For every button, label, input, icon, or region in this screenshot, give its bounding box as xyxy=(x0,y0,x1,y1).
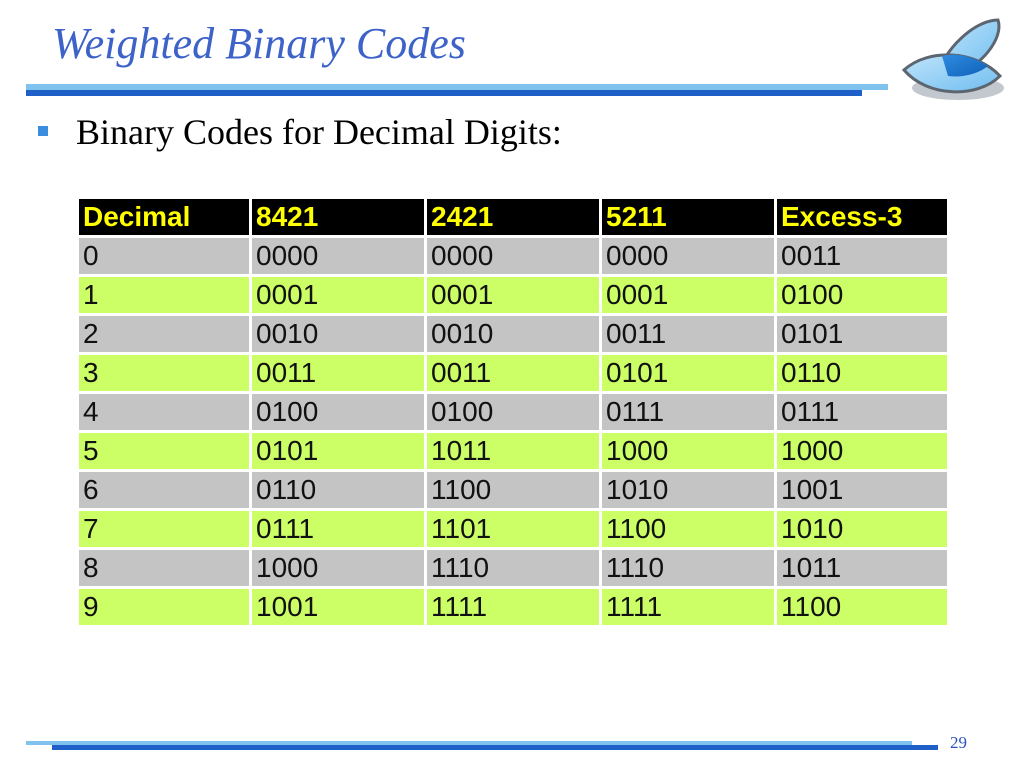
table-cell: 0111 xyxy=(777,394,947,430)
table-cell: 0011 xyxy=(252,355,424,391)
table-cell: 0000 xyxy=(427,238,599,274)
table-cell: 1100 xyxy=(777,589,947,625)
page-number: 29 xyxy=(950,733,967,752)
table-cell: 0101 xyxy=(252,433,424,469)
table-header-row xyxy=(79,199,947,235)
square-bullet-icon xyxy=(38,126,48,136)
table-cell: 1100 xyxy=(427,472,599,508)
table-cell: 1001 xyxy=(777,472,947,508)
table-cell: 0000 xyxy=(602,238,774,274)
table-cell: 1110 xyxy=(602,550,774,586)
bullet-text: Binary Codes for Decimal Digits: xyxy=(76,112,562,152)
table-cell: 0100 xyxy=(427,394,599,430)
table-cell: 2 xyxy=(79,316,249,352)
table-cell: 0001 xyxy=(252,277,424,313)
table-row xyxy=(79,238,947,274)
table-cell: 0011 xyxy=(427,355,599,391)
table-cell: 1100 xyxy=(602,511,774,547)
table-cell: 1 xyxy=(79,277,249,313)
table-cell: 1010 xyxy=(602,472,774,508)
table-cell: 0 xyxy=(79,238,249,274)
slide-title: Weighted Binary Codes xyxy=(52,19,466,68)
table-cell: 1000 xyxy=(602,433,774,469)
table-cell: 0010 xyxy=(252,316,424,352)
table-row xyxy=(79,355,947,391)
table-cell: 0100 xyxy=(252,394,424,430)
table-cell: 0111 xyxy=(252,511,424,547)
table-cell: 0000 xyxy=(252,238,424,274)
footer-rule-dark xyxy=(52,745,938,750)
table-row xyxy=(79,511,947,547)
table-cell: 1001 xyxy=(252,589,424,625)
table-cell: 1000 xyxy=(777,433,947,469)
header-5211: 5211 xyxy=(602,199,774,235)
table-row xyxy=(79,277,947,313)
table-cell: 8 xyxy=(79,550,249,586)
table-cell: 0110 xyxy=(252,472,424,508)
petal-logo-icon xyxy=(898,14,1008,106)
table-row xyxy=(79,316,947,352)
table-row xyxy=(79,394,947,430)
table-row xyxy=(79,589,947,625)
table-row xyxy=(79,550,947,586)
header-8421: 8421 xyxy=(252,199,424,235)
table-cell: 0101 xyxy=(777,316,947,352)
header-2421: 2421 xyxy=(427,199,599,235)
table-cell: 0110 xyxy=(777,355,947,391)
table-cell: 1111 xyxy=(602,589,774,625)
table-cell: 9 xyxy=(79,589,249,625)
table-cell: 0111 xyxy=(602,394,774,430)
table-cell: 1011 xyxy=(427,433,599,469)
table-cell: 7 xyxy=(79,511,249,547)
table-cell: 0001 xyxy=(427,277,599,313)
bullet-item xyxy=(38,112,562,153)
binary-codes-table xyxy=(76,196,950,628)
table-cell: 1011 xyxy=(777,550,947,586)
table-cell: 0101 xyxy=(602,355,774,391)
table-cell: 1110 xyxy=(427,550,599,586)
table-row xyxy=(79,433,947,469)
table-row xyxy=(79,472,947,508)
table-cell: 1111 xyxy=(427,589,599,625)
table-cell: 0010 xyxy=(427,316,599,352)
table-cell: 5 xyxy=(79,433,249,469)
table-cell: 1101 xyxy=(427,511,599,547)
header-excess-3: Excess-3 xyxy=(777,199,947,235)
table-cell: 0011 xyxy=(777,238,947,274)
table-cell: 1000 xyxy=(252,550,424,586)
table-cell: 4 xyxy=(79,394,249,430)
table-cell: 6 xyxy=(79,472,249,508)
table-cell: 3 xyxy=(79,355,249,391)
table-cell: 0011 xyxy=(602,316,774,352)
table-cell: 0001 xyxy=(602,277,774,313)
table-cell: 0100 xyxy=(777,277,947,313)
title-underline-dark xyxy=(26,90,862,96)
header-decimal: Decimal xyxy=(79,199,249,235)
table-cell: 1010 xyxy=(777,511,947,547)
